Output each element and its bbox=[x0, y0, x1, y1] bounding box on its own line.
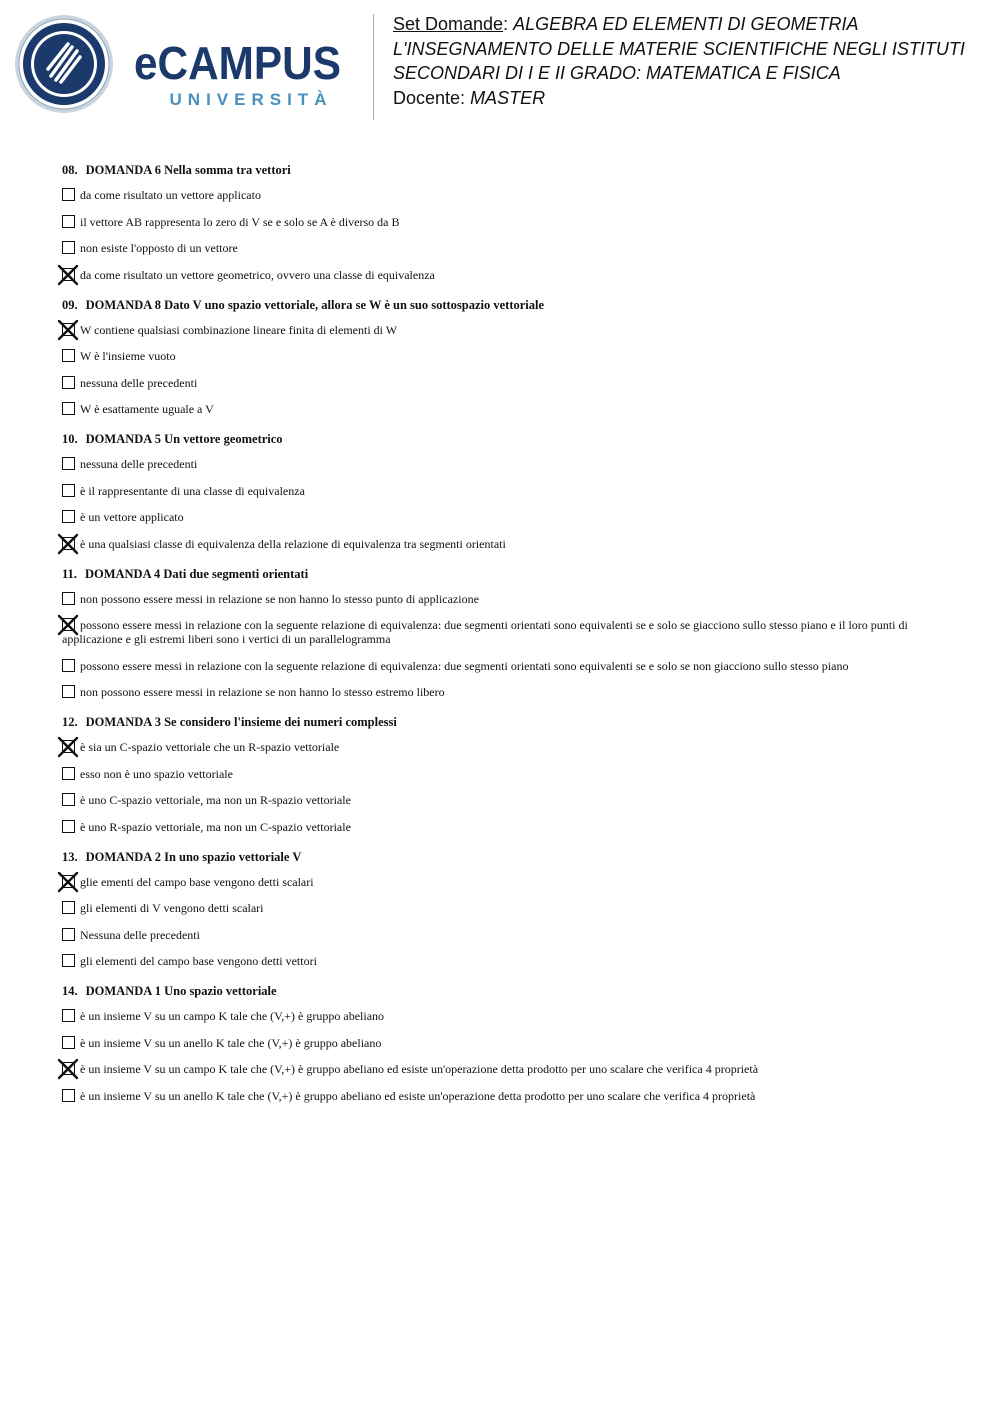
docente-label: Docente: bbox=[393, 87, 466, 108]
option-text: W contiene qualsiasi combinazione lineare finita di elementi di W bbox=[80, 322, 398, 337]
option-text: non esiste l'opposto di un vettore bbox=[80, 241, 238, 255]
checkbox[interactable] bbox=[62, 376, 75, 389]
answer-option[interactable] bbox=[62, 1009, 962, 1023]
answer-option[interactable] bbox=[62, 402, 962, 416]
answer-option[interactable] bbox=[62, 188, 962, 202]
answer-option[interactable] bbox=[62, 954, 962, 968]
checkbox[interactable] bbox=[62, 457, 75, 470]
option-text: è uno R-spazio vettoriale, ma non un C-spazio vettoriale bbox=[80, 819, 351, 834]
option-text: Nessuna delle precedenti bbox=[80, 927, 200, 942]
cross-mark-icon bbox=[57, 614, 79, 636]
option-text: non possono essere messi in relazione se non hanno lo stesso estremo libero bbox=[80, 685, 445, 699]
question-block bbox=[62, 162, 962, 282]
option-text: possono essere messi in relazione con la seguente relazione di equivalenza: due segmenti orientati sono equivalenti se e solo se giacciono sullo stesso piano e il loro punti di applicazione e gli estremi liberi sono i vertici di un parallelogramma bbox=[62, 618, 908, 646]
question-title bbox=[62, 714, 962, 730]
checkbox[interactable] bbox=[62, 484, 75, 497]
question-block bbox=[62, 983, 962, 1103]
option-text: esso non è uno spazio vettoriale bbox=[80, 766, 233, 781]
header-divider bbox=[373, 14, 374, 120]
checkbox[interactable] bbox=[62, 241, 75, 254]
question-title bbox=[62, 849, 962, 865]
checkbox[interactable] bbox=[62, 820, 75, 833]
question-text: DOMANDA 5 Un vettore geometrico bbox=[85, 432, 283, 446]
option-text: è una qualsiasi classe di equivalenza della relazione di equivalenza tra segmenti orientati bbox=[80, 536, 506, 551]
option-text: nessuna delle precedenti bbox=[80, 375, 198, 390]
checkbox[interactable] bbox=[62, 349, 75, 362]
option-text: è un insieme V su un campo K tale che (V,+) è gruppo abeliano ed esiste un'operazione detta prodotto per uno scalare che verifica 4 proprietà bbox=[80, 1062, 759, 1076]
answer-option[interactable] bbox=[62, 241, 962, 255]
option-text: è sia un C-spazio vettoriale che un R-spazio vettoriale bbox=[80, 740, 340, 754]
question-text: DOMANDA 8 Dato V uno spazio vettoriale, allora se W è un suo sottospazio vettoriale bbox=[85, 297, 545, 312]
question-number: 12. bbox=[62, 715, 78, 729]
answer-option[interactable] bbox=[62, 592, 962, 606]
option-text: è il rappresentante di una classe di equivalenza bbox=[80, 483, 305, 498]
cross-mark-icon bbox=[57, 533, 79, 555]
answer-option[interactable] bbox=[62, 767, 962, 781]
university-seal-icon bbox=[14, 14, 114, 114]
checkbox[interactable] bbox=[62, 1036, 75, 1049]
answer-option[interactable] bbox=[62, 820, 962, 834]
answer-option[interactable] bbox=[62, 537, 962, 551]
cross-mark-icon bbox=[57, 736, 79, 758]
question-number: 14. bbox=[62, 984, 78, 998]
option-text: gli elementi del campo base vengono detti vettori bbox=[80, 954, 317, 968]
option-text: è uno C-spazio vettoriale, ma non un R-spazio vettoriale bbox=[80, 793, 351, 807]
course-line-1: L'INSEGNAMENTO DELLE MATERIE SCIENTIFICHE NEGLI ISTITUTI bbox=[393, 38, 965, 59]
answer-option[interactable] bbox=[62, 659, 962, 673]
question-number: 09. bbox=[62, 297, 78, 312]
checkbox[interactable] bbox=[62, 928, 75, 941]
checkbox[interactable] bbox=[62, 685, 75, 698]
answer-option[interactable] bbox=[62, 376, 962, 390]
answer-option[interactable] bbox=[62, 740, 962, 754]
question-text: DOMANDA 4 Dati due segmenti orientati bbox=[84, 566, 309, 581]
question-block bbox=[62, 714, 962, 834]
answer-option[interactable] bbox=[62, 1036, 962, 1050]
option-text: è un insieme V su un anello K tale che (V,+) è gruppo abeliano bbox=[80, 1035, 382, 1050]
answer-option[interactable] bbox=[62, 685, 962, 699]
question-block bbox=[62, 297, 962, 417]
ecampus-logo bbox=[14, 14, 364, 118]
checkbox[interactable] bbox=[62, 767, 75, 780]
course-info bbox=[393, 12, 993, 110]
question-number: 08. bbox=[62, 163, 78, 177]
checkbox[interactable] bbox=[62, 793, 75, 806]
question-text: DOMANDA 2 In uno spazio vettoriale V bbox=[85, 849, 302, 864]
option-text: glie ementi del campo base vengono detti scalari bbox=[80, 874, 314, 889]
answer-option[interactable] bbox=[62, 928, 962, 942]
checkbox[interactable] bbox=[62, 901, 75, 914]
docente-name: MASTER bbox=[470, 87, 546, 108]
cross-mark-icon bbox=[57, 319, 79, 341]
option-text: il vettore AB rappresenta lo zero di V se e solo se A è diverso da B bbox=[80, 214, 400, 229]
question-number: 10. bbox=[62, 432, 78, 446]
option-text: nessuna delle precedenti bbox=[80, 457, 198, 471]
answer-option[interactable] bbox=[62, 268, 962, 282]
checkbox[interactable] bbox=[62, 510, 75, 523]
option-text: non possono essere messi in relazione se non hanno lo stesso punto di applicazione bbox=[80, 591, 479, 606]
question-block bbox=[62, 431, 962, 551]
question-title bbox=[62, 431, 962, 447]
course-line-2: SECONDARI DI I E II GRADO: MATEMATICA E FISICA bbox=[393, 63, 841, 83]
option-text: W è esattamente uguale a V bbox=[80, 402, 214, 416]
answer-option[interactable] bbox=[62, 510, 962, 524]
checkbox[interactable] bbox=[62, 188, 75, 201]
cross-mark-icon bbox=[57, 264, 79, 286]
set-label: Set Domande bbox=[393, 14, 504, 34]
answer-option[interactable] bbox=[62, 875, 962, 889]
option-text: gli elementi di V vengono detti scalari bbox=[80, 901, 264, 915]
cross-mark-icon bbox=[57, 1058, 79, 1080]
question-title bbox=[62, 983, 962, 999]
brand-subtitle: UNIVERSITÀ bbox=[169, 90, 333, 109]
question-title bbox=[62, 297, 962, 313]
option-text: è un vettore applicato bbox=[80, 510, 184, 524]
option-text: da come risultato un vettore geometrico, ovvero una classe di equivalenza bbox=[80, 267, 435, 282]
question-block bbox=[62, 849, 962, 969]
checkbox[interactable] bbox=[62, 215, 75, 228]
question-number: 11. bbox=[62, 566, 77, 581]
option-text: possono essere messi in relazione con la seguente relazione di equivalenza: due segmenti orientati sono equivalenti se e solo se non giacciono sullo stesso piano bbox=[80, 658, 849, 673]
set-line: Set Domande: ALGEBRA ED ELEMENTI DI GEOMETRIA bbox=[393, 14, 859, 34]
cross-mark-icon bbox=[57, 871, 79, 893]
checkbox[interactable] bbox=[62, 659, 75, 672]
answer-option[interactable] bbox=[62, 1062, 962, 1076]
question-text: DOMANDA 6 Nella somma tra vettori bbox=[85, 163, 291, 177]
question-title bbox=[62, 566, 962, 582]
answer-option[interactable] bbox=[62, 793, 962, 807]
checkbox[interactable] bbox=[62, 1009, 75, 1022]
answer-option[interactable] bbox=[62, 457, 962, 471]
answer-option[interactable] bbox=[62, 215, 962, 229]
answer-option[interactable] bbox=[62, 618, 962, 646]
answer-option[interactable] bbox=[62, 901, 962, 915]
checkbox[interactable] bbox=[62, 954, 75, 967]
set-title: ALGEBRA ED ELEMENTI DI GEOMETRIA bbox=[513, 14, 859, 34]
question-number: 13. bbox=[62, 849, 78, 864]
checkbox[interactable] bbox=[62, 1089, 75, 1102]
checkbox[interactable] bbox=[62, 402, 75, 415]
brand-wordmark: eCAMPUS bbox=[134, 37, 341, 89]
option-text: da come risultato un vettore applicato bbox=[80, 188, 261, 202]
checkbox[interactable] bbox=[62, 592, 75, 605]
question-block bbox=[62, 566, 962, 700]
question-text: DOMANDA 3 Se considero l'insieme dei numeri complessi bbox=[85, 715, 397, 729]
question-text: DOMANDA 1 Uno spazio vettoriale bbox=[85, 984, 277, 998]
option-text: W è l'insieme vuoto bbox=[80, 349, 176, 363]
answer-option[interactable] bbox=[62, 323, 962, 337]
option-text: è un insieme V su un campo K tale che (V,+) è gruppo abeliano bbox=[80, 1009, 385, 1023]
answer-option[interactable] bbox=[62, 1089, 962, 1103]
page-header bbox=[0, 0, 1000, 130]
question-title bbox=[62, 162, 962, 178]
option-text: è un insieme V su un anello K tale che (V,+) è gruppo abeliano ed esiste un'operazione detta prodotto per uno scalare che verifica 4 proprietà bbox=[80, 1088, 756, 1103]
question-list bbox=[62, 162, 962, 1118]
answer-option[interactable] bbox=[62, 484, 962, 498]
docente-line bbox=[393, 86, 993, 111]
answer-option[interactable] bbox=[62, 349, 962, 363]
